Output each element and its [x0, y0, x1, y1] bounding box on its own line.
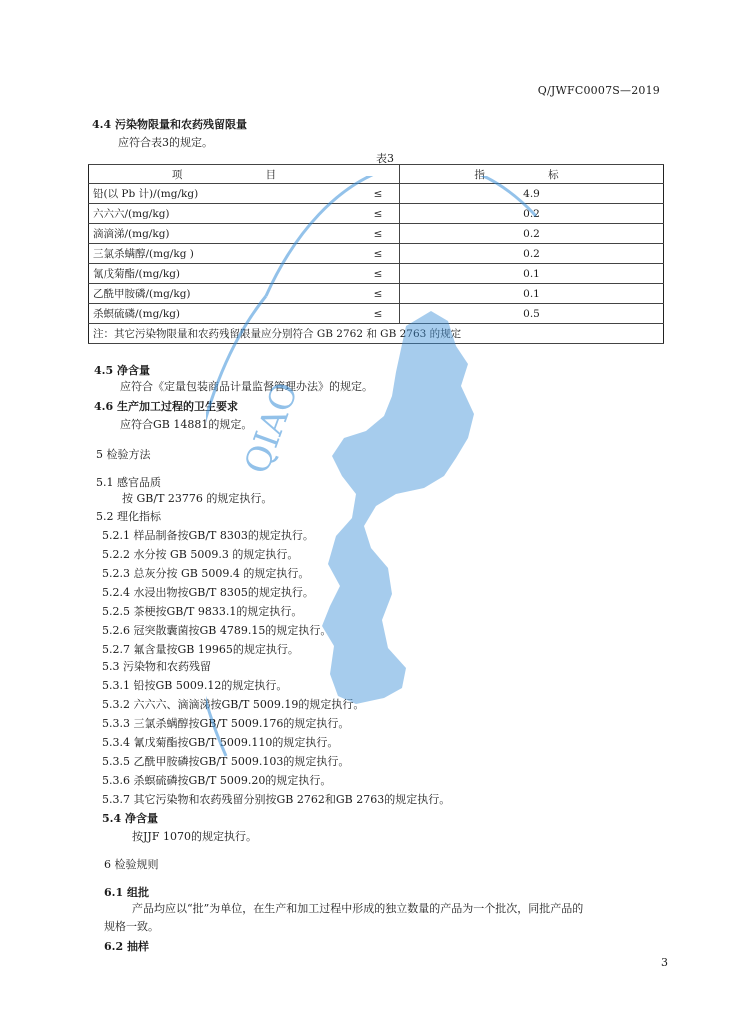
section-4-5-title: 4.5 净含量 — [94, 364, 150, 377]
list-item: 5.2.7 氟含量按GB 19965的规定执行。 — [102, 643, 299, 656]
row-symbol: ≤ — [357, 264, 400, 284]
row-item: 乙酰甲胺磷/(mg/kg) — [89, 284, 358, 304]
list-item: 5.3.5 乙酰甲胺磷按GB/T 5009.103的规定执行。 — [102, 755, 350, 768]
table-note: 注：其它污染物限量和农药残留限量应分别符合 GB 2762 和 GB 2763 的规定 — [89, 324, 664, 344]
section-5-4-text: 按JJF 1070的规定执行。 — [132, 830, 257, 843]
table-row — [89, 184, 664, 204]
stamp-fill — [322, 311, 474, 704]
row-item: 滴滴涕/(mg/kg) — [89, 224, 358, 244]
section-5-2-title: 5.2 理化指标 — [96, 510, 161, 523]
section-6-2-title: 6.2 抽样 — [104, 940, 149, 953]
table-row — [89, 304, 664, 324]
row-symbol: ≤ — [357, 224, 400, 244]
table-row — [89, 224, 664, 244]
row-item: 三氯杀螨醇/(mg/kg ) — [89, 244, 358, 264]
list-item: 5.3.1 铅按GB 5009.12的规定执行。 — [102, 679, 288, 692]
table-row — [89, 204, 664, 224]
row-symbol: ≤ — [357, 284, 400, 304]
list-item: 5.3.7 其它污染物和农药残留分别按GB 2762和GB 2763的规定执行。 — [102, 793, 451, 806]
list-item: 5.3.4 氰戊菊酯按GB/T 5009.110的规定执行。 — [102, 736, 339, 749]
stamp-text: QIAO — [236, 377, 307, 480]
table-row — [89, 284, 664, 304]
table-row — [89, 244, 664, 264]
row-value: 0.1 — [400, 284, 664, 304]
row-item: 杀螟硫磷/(mg/kg) — [89, 304, 358, 324]
row-value: 4.9 — [400, 184, 664, 204]
section-4-5-text: 应符合《定量包装商品计量监督管理办法》的规定。 — [120, 380, 373, 393]
section-5-4-title: 5.4 净含量 — [102, 812, 158, 825]
table-row — [89, 264, 664, 284]
row-symbol: ≤ — [357, 184, 400, 204]
table-header-row — [89, 165, 664, 184]
list-item: 5.2.6 冠突散囊菌按GB 4789.15的规定执行。 — [102, 624, 332, 637]
section-6-1-text: 产品均应以“批”为单位，在生产和加工过程中形成的独立数量的产品为一个批次，同批产品的 — [132, 902, 584, 915]
header-item: 项 目 — [89, 165, 400, 184]
row-item: 氰戊菊酯/(mg/kg) — [89, 264, 358, 284]
list-item: 5.2.5 茶梗按GB/T 9833.1的规定执行。 — [102, 605, 303, 618]
row-symbol: ≤ — [357, 204, 400, 224]
section-4-6-text: 应符合GB 14881的规定。 — [120, 418, 253, 431]
section-4-4-text: 应符合表3的规定。 — [118, 136, 213, 149]
section-6-1-text-cont: 规格一致。 — [104, 920, 159, 933]
list-item: 5.3.6 杀螟硫磷按GB/T 5009.20的规定执行。 — [102, 774, 332, 787]
table-caption: 表3 — [376, 152, 394, 165]
list-item: 5.2.1 样品制备按GB/T 8303的规定执行。 — [102, 529, 314, 542]
row-value: 0.2 — [400, 224, 664, 244]
page-number: 3 — [661, 956, 668, 969]
header-value: 指 标 — [400, 165, 664, 184]
list-item: 5.2.3 总灰分按 GB 5009.4 的规定执行。 — [102, 567, 310, 580]
section-5-1-title: 5.1 感官品质 — [96, 476, 161, 489]
document-code: Q/JWFC0007S—2019 — [537, 84, 660, 97]
row-symbol: ≤ — [357, 244, 400, 264]
section-4-4-title: 4.4 污染物限量和农药残留限量 — [92, 118, 247, 131]
row-item: 六六六/(mg/kg) — [89, 204, 358, 224]
row-symbol: ≤ — [357, 304, 400, 324]
list-item: 5.2.4 水浸出物按GB/T 8305的规定执行。 — [102, 586, 314, 599]
list-item: 5.3.3 三氯杀螨醇按GB/T 5009.176的规定执行。 — [102, 717, 350, 730]
table-note-row — [89, 324, 664, 344]
row-value: 0.1 — [400, 264, 664, 284]
row-value: 0.2 — [400, 244, 664, 264]
section-6-1-title: 6.1 组批 — [104, 886, 149, 899]
row-item: 铅(以 Pb 计)/(mg/kg) — [89, 184, 358, 204]
limits-table — [88, 164, 664, 344]
row-value: 0.5 — [400, 304, 664, 324]
section-5-title: 5 检验方法 — [96, 448, 151, 461]
list-item: 5.2.2 水分按 GB 5009.3 的规定执行。 — [102, 548, 299, 561]
section-5-3-title: 5.3 污染物和农药残留 — [102, 660, 211, 673]
row-value: 0.2 — [400, 204, 664, 224]
stamp-map-shape — [322, 311, 474, 704]
list-item: 5.3.2 六六六、滴滴涕按GB/T 5009.19的规定执行。 — [102, 698, 365, 711]
section-5-1-text: 按 GB/T 23776 的规定执行。 — [122, 492, 273, 505]
section-6-title: 6 检验规则 — [104, 858, 159, 871]
section-4-6-title: 4.6 生产加工过程的卫生要求 — [94, 400, 238, 413]
